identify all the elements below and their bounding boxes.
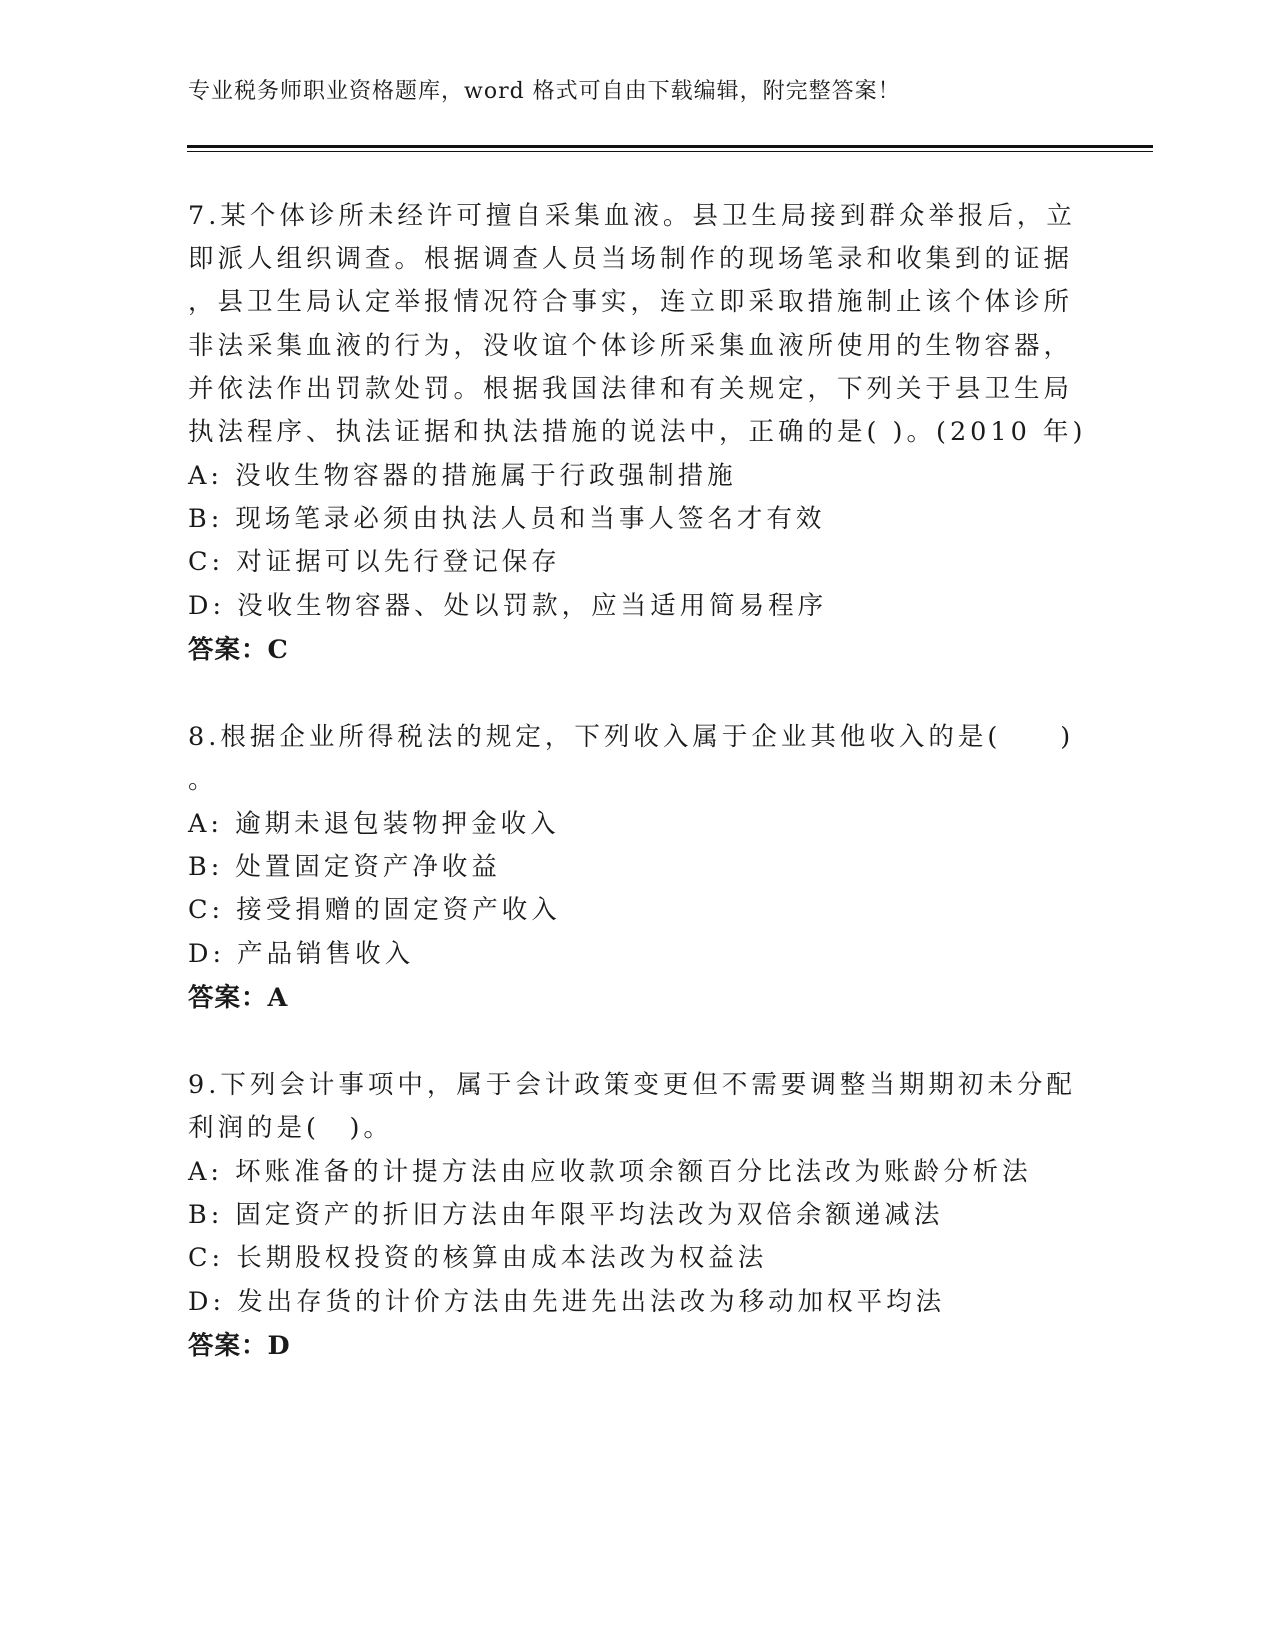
question-7-option-d: D: 没收生物容器、处以罚款，应当适用简易程序: [188, 591, 828, 621]
question-8-option-d: D: 产品销售收入: [188, 939, 415, 969]
question-7-stem-line-1: 7.某个体诊所未经许可擅自采集血液。县卫生局接到群众举报后，立: [188, 201, 1076, 231]
question-8-answer: 答案：A: [188, 983, 289, 1013]
question-9-option-b: B: 固定资产的折旧方法由年限平均法改为双倍余额递减法: [188, 1200, 944, 1230]
question-8-stem-line-1: 8.根据企业所得税法的规定，下列收入属于企业其他收入的是( ): [188, 722, 1075, 752]
header-rule-thin: [187, 151, 1153, 152]
question-9-stem-line-1: 9.下列会计事项中，属于会计政策变更但不需要调整当期期初未分配: [188, 1070, 1076, 1100]
question-7-option-c: C: 对证据可以先行登记保存: [188, 547, 561, 577]
question-8-option-b: B: 处置固定资产净收益: [188, 852, 501, 882]
question-8-option-c: C: 接受捐赠的固定资产收入: [188, 895, 561, 925]
question-9-stem-line-2: 利润的是( )。: [188, 1113, 393, 1143]
page-header-text: 专业税务师职业资格题库，word 格式可自由下载编辑，附完整答案！: [188, 79, 901, 104]
question-9-option-a: A: 坏账准备的计提方法由应收款项余额百分比法改为账龄分析法: [188, 1157, 1032, 1187]
question-9-answer: 答案：D: [188, 1331, 291, 1361]
question-7-stem-line-2: 即派人组织调查。根据调查人员当场制作的现场笔录和收集到的证据: [188, 244, 1074, 274]
question-7-option-b: B: 现场笔录必须由执法人员和当事人签名才有效: [188, 504, 826, 534]
question-8-stem-line-2: 。: [188, 765, 218, 795]
question-7-answer: 答案：C: [188, 635, 289, 665]
question-7-option-a: A: 没收生物容器的措施属于行政强制措施: [188, 461, 737, 491]
header-rule-thick: [187, 145, 1153, 148]
question-9-option-c: C: 长期股权投资的核算由成本法改为权益法: [188, 1243, 768, 1273]
question-9-option-d: D: 发出存货的计价方法由先进先出法改为移动加权平均法: [188, 1287, 946, 1317]
question-7-stem-line-6: 执法程序、执法证据和执法措施的说法中，正确的是( )。(2010 年): [188, 417, 1087, 447]
question-8-option-a: A: 逾期未退包装物押金收入: [188, 809, 560, 839]
question-7-stem-line-3: ，县卫生局认定举报情况符合事实，连立即采取措施制止该个体诊所: [188, 287, 1074, 317]
question-7-stem-line-4: 非法采集血液的行为，没收谊个体诊所采集血液所使用的生物容器，: [188, 331, 1074, 361]
question-7-stem-line-5: 并依法作出罚款处罚。根据我国法律和有关规定，下列关于县卫生局: [188, 374, 1074, 404]
